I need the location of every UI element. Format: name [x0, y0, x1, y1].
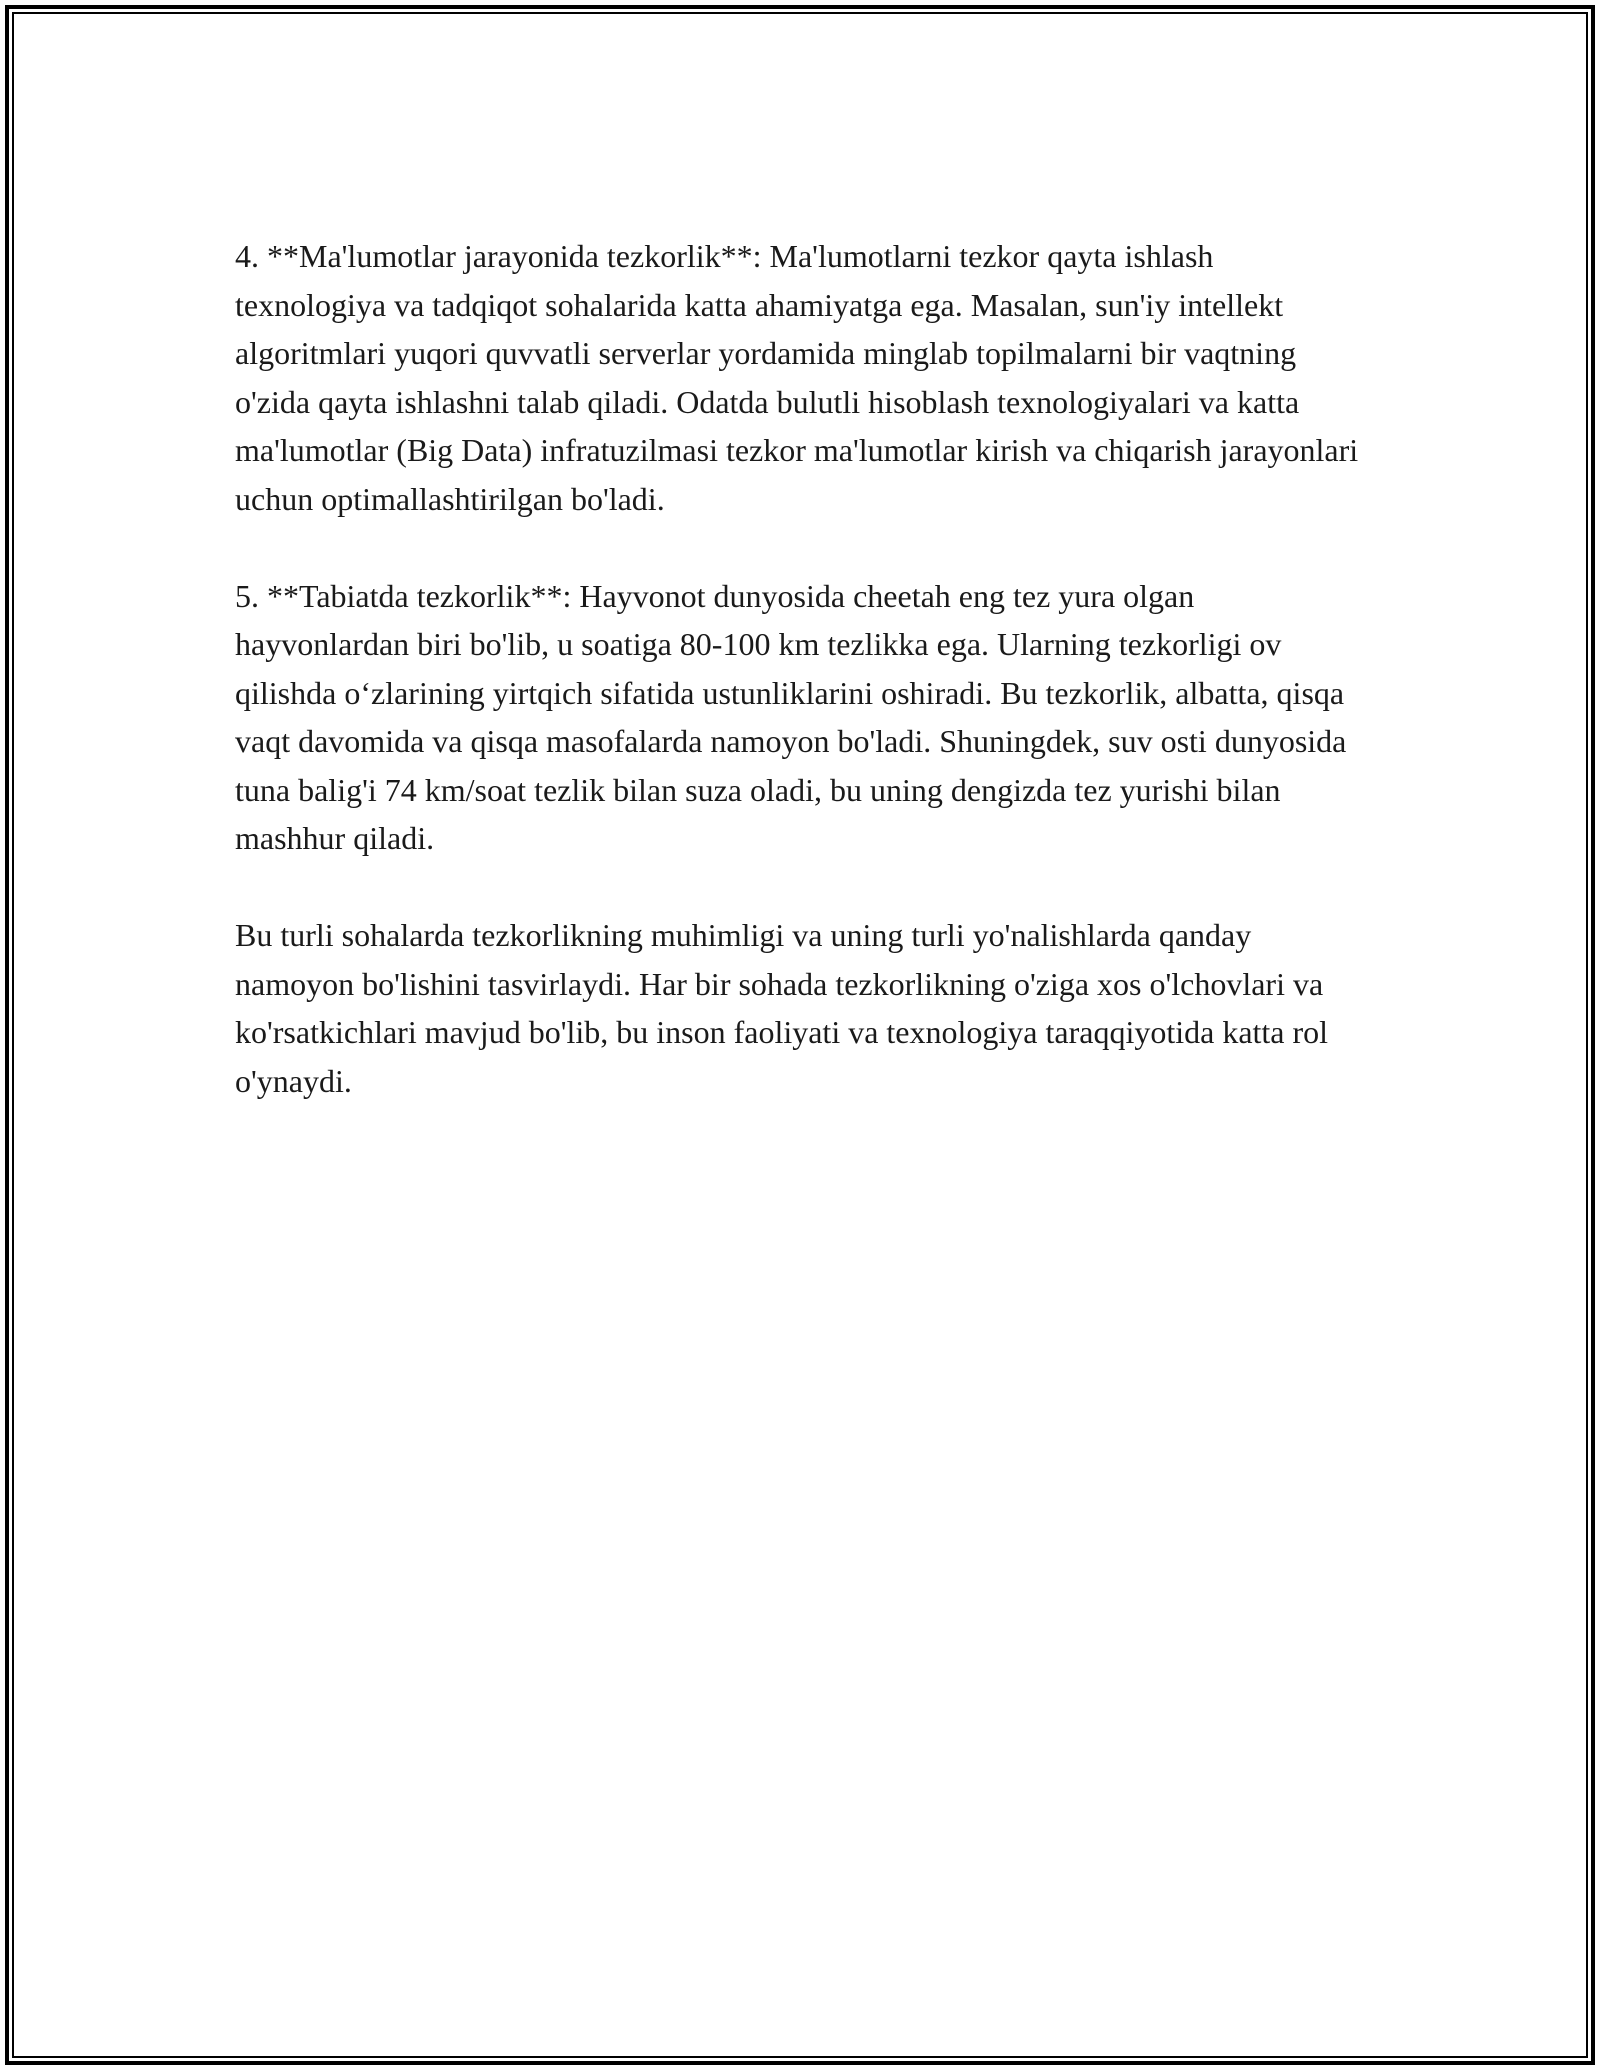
document-body [235, 232, 1365, 1154]
paragraph-data-processing-speed: 4. **Ma'lumotlar jarayonida tezkorlik**: Ma'lumotlarni tezkor qayta ishlash texnologiya va tadqiqot sohalarida katta ahamiyatga ega. Masalan, sun'iy intellekt algoritmlari yuqori quvvatli serverlar yordamida minglab topilmalarni bir vaqtning o'zida qayta ishlashni talab qiladi. Odatda bulutli hisoblash texnologiyalari va katta ma'lumotlar (Big Data) infratuzilmasi tezkor ma'lumotlar kirish va chiqarish jarayonlari uchun optimallashtirilgan bo'ladi. [235, 238, 1359, 517]
paragraph-conclusion: Bu turli sohalarda tezkorlikning muhimligi va uning turli yo'nalishlarda qanday namoyon bo'lishini tasvirlaydi. Har bir sohada tezkorlikning o'ziga xos o'lchovlari va ko'rsatkichlari mavjud bo'lib, bu inson faoliyati va texnologiya taraqqiyotida katta rol o'ynaydi. [235, 917, 1329, 1099]
paragraph-nature-speed: 5. **Tabiatda tezkorlik**: Hayvonot dunyosida cheetah eng tez yura olgan hayvonlardan biri bo'lib, u soatiga 80-100 km tezlikka ega. Ularning tezkorligi ov qilishda o‘zlarining yirtqich sifatida ustunliklarini oshiradi. Bu tezkorlik, albatta, qisqa vaqt davomida va qisqa masofalarda namoyon bo'ladi. Shuningdek, suv osti dunyosida tuna balig'i 74 km/soat tezlik bilan suza oladi, bu uning dengizda tez yurishi bilan mashhur qiladi. [235, 577, 1347, 856]
